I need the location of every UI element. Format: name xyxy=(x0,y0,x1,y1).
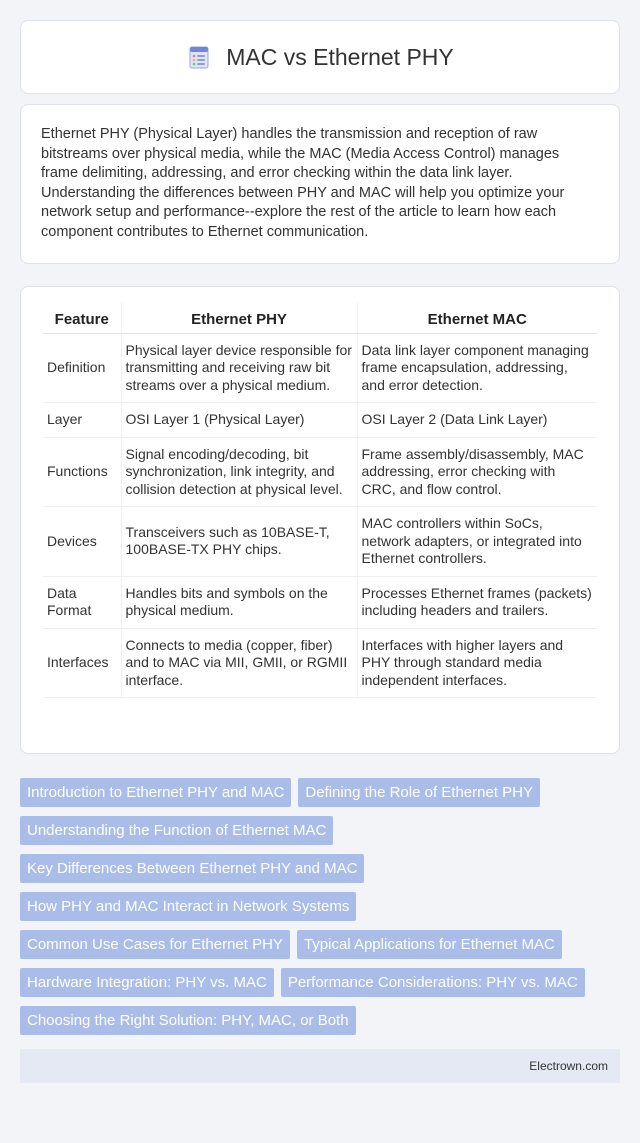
header-ethernet-mac: Ethernet MAC xyxy=(357,303,597,333)
tag-key-differences[interactable]: Key Differences Between Ethernet PHY and MAC xyxy=(20,854,364,883)
tag-applications-mac[interactable]: Typical Applications for Ethernet MAC xyxy=(297,930,562,959)
row-mac-cell: Processes Ethernet frames (packets) including headers and trailers. xyxy=(357,576,597,628)
row-phy-cell: Transceivers such as 10BASE-T, 100BASE-TX PHY chips. xyxy=(121,507,357,577)
tag-choosing-solution[interactable]: Choosing the Right Solution: PHY, MAC, or Both xyxy=(20,1006,356,1035)
tag-interaction[interactable]: How PHY and MAC Interact in Network Systems xyxy=(20,892,356,921)
row-mac-cell: Frame assembly/disassembly, MAC addressing, error checking with CRC, and flow control. xyxy=(357,437,597,507)
table-header-row xyxy=(43,303,597,333)
row-feature-cell: Interfaces xyxy=(43,628,121,698)
tag-introduction[interactable]: Introduction to Ethernet PHY and MAC xyxy=(20,778,291,807)
row-phy-cell: OSI Layer 1 (Physical Layer) xyxy=(121,403,357,438)
row-mac-cell: MAC controllers within SoCs, network adapters, or integrated into Ethernet controllers. xyxy=(357,507,597,577)
topic-tags xyxy=(20,778,620,1035)
row-feature-cell: Functions xyxy=(43,437,121,507)
page-title: MAC vs Ethernet PHY xyxy=(226,43,454,70)
document-list-icon xyxy=(186,44,212,70)
comparison-table-card xyxy=(20,286,620,754)
table-row xyxy=(43,628,597,698)
row-feature-cell: Devices xyxy=(43,507,121,577)
tag-function-mac[interactable]: Understanding the Function of Ethernet MAC xyxy=(20,816,333,845)
table-row xyxy=(43,333,597,403)
row-feature-cell: Data Format xyxy=(43,576,121,628)
row-mac-cell: OSI Layer 2 (Data Link Layer) xyxy=(357,403,597,438)
tag-performance[interactable]: Performance Considerations: PHY vs. MAC xyxy=(281,968,585,997)
row-phy-cell: Handles bits and symbols on the physical medium. xyxy=(121,576,357,628)
row-mac-cell: Interfaces with higher layers and PHY through standard media independent interfaces. xyxy=(357,628,597,698)
table-row xyxy=(43,576,597,628)
intro-text: Ethernet PHY (Physical Layer) handles the transmission and reception of raw bitstreams over physical media, while the MAC (Media Access Control) manages frame delimiting, addressing, and error checking within the data link layer. Understanding the differences between PHY and MAC will help you optimize your network setup and performance--explore the rest of the article to learn how each component contributes to Ethernet communication. xyxy=(41,126,565,240)
row-phy-cell: Physical layer device responsible for transmitting and receiving raw bit streams over a physical medium. xyxy=(121,333,357,403)
row-phy-cell: Connects to media (copper, fiber) and to MAC via MII, GMII, or RGMII interface. xyxy=(121,628,357,698)
tag-hardware-integration[interactable]: Hardware Integration: PHY vs. MAC xyxy=(20,968,274,997)
comparison-table xyxy=(43,303,597,698)
table-row xyxy=(43,507,597,577)
header-ethernet-phy: Ethernet PHY xyxy=(121,303,357,333)
tag-defining-role-phy[interactable]: Defining the Role of Ethernet PHY xyxy=(298,778,540,807)
table-row xyxy=(43,403,597,438)
row-feature-cell: Layer xyxy=(43,403,121,438)
header-feature: Feature xyxy=(43,303,121,333)
intro-card xyxy=(20,104,620,264)
row-feature-cell: Definition xyxy=(43,333,121,403)
footer xyxy=(20,1049,620,1083)
row-phy-cell: Signal encoding/decoding, bit synchronization, link integrity, and collision detection at physical level. xyxy=(121,437,357,507)
footer-site-name: Electrown.com xyxy=(529,1059,608,1073)
row-mac-cell: Data link layer component managing frame encapsulation, addressing, and error detection. xyxy=(357,333,597,403)
table-row xyxy=(43,437,597,507)
tag-use-cases-phy[interactable]: Common Use Cases for Ethernet PHY xyxy=(20,930,290,959)
title-card xyxy=(20,20,620,94)
